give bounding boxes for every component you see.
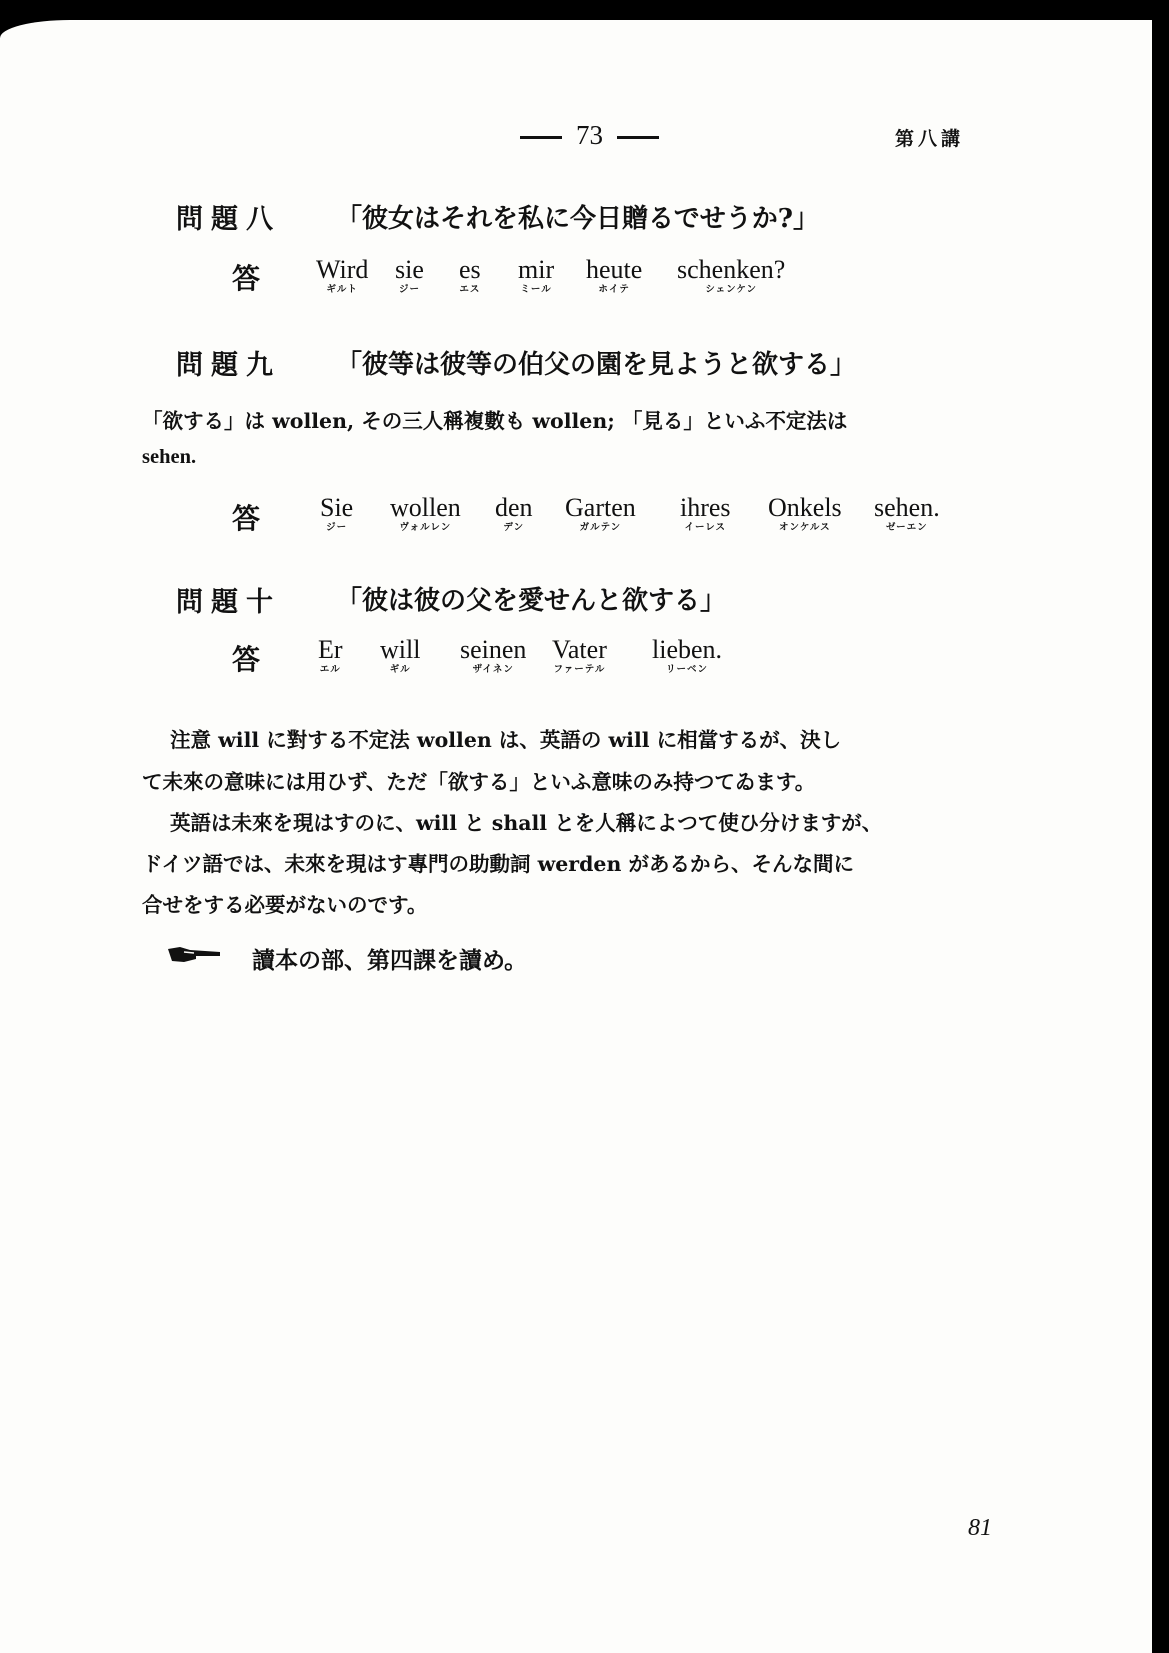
- problem-9-answer-label: 答: [232, 502, 261, 535]
- problem-8-label: 問題八: [176, 204, 281, 235]
- answer-word: Wird ギルト: [316, 255, 369, 295]
- answer-word: Er エル: [318, 635, 343, 675]
- answer-word: mir ミール: [518, 255, 555, 295]
- answer-word: Sie ジー: [320, 493, 354, 533]
- answer-word: will ギル: [380, 635, 421, 675]
- answer-word: schenken? シェンケン: [677, 255, 786, 295]
- note-paragraph-2-line: ドイツ語では、未來を現はす專門の助動詞 werden があるから、そんな間に: [142, 852, 855, 876]
- answer-word: seinen ザイネン: [460, 635, 527, 675]
- answer-word: sie ジー: [395, 255, 424, 295]
- answer-word: lieben. リーベン: [652, 635, 723, 675]
- problem-9-note-line: sehen.: [142, 446, 197, 468]
- answer-word: Garten ガルテン: [565, 493, 636, 533]
- problem-9-note-line: 「欲する」は wollen, その三人稱複數も wollen; 「見る」といふ不定法は: [142, 409, 848, 433]
- answer-word: sehen. ゼーエン: [874, 493, 940, 533]
- problem-8-question: 「彼女はそれを私に今日贈るでせうか?」: [336, 204, 819, 234]
- page-number: 73: [506, 120, 673, 151]
- answer-word: Onkels オンケルス: [768, 493, 842, 533]
- problem-8-answer-label: 答: [232, 262, 261, 295]
- answer-word: ihres イーレス: [680, 493, 731, 533]
- note-paragraph-2-line: 合せをする必要がないのです。: [142, 893, 428, 917]
- answer-word: es エス: [459, 255, 481, 295]
- problem-10-question: 「彼は彼の父を愛せんと欲する」: [336, 586, 727, 616]
- answer-word: heute ホイテ: [586, 255, 643, 295]
- problem-9-label: 問題九: [176, 350, 281, 381]
- answer-word: wollen ヴォルレン: [390, 493, 461, 533]
- problem-10-label: 問題十: [176, 587, 281, 618]
- problem-9-question: 「彼等は彼等の伯父の園を見ようと欲する」: [336, 350, 857, 380]
- answer-word: den デン: [495, 493, 533, 533]
- note-paragraph-1-line: て未來の意味には用ひず、ただ「欲する」といふ意味のみ持つてゐます。: [142, 770, 816, 794]
- note-paragraph-2-line: 英語は未來を現はすのに、will と shall とを人稱によつて使ひ分けますが、: [170, 811, 883, 835]
- note-paragraph-1-line: 注意 will に對する不定法 wollen は、英語の will に相當するが、決し: [170, 728, 842, 752]
- book-page: [0, 20, 1152, 1653]
- footer-page-number: 81: [968, 1515, 992, 1541]
- pointing-hand-icon: [166, 943, 222, 965]
- answer-word: Vater ファーテル: [552, 635, 607, 675]
- problem-10-answer-label: 答: [232, 643, 261, 676]
- reading-instruction: 讀本の部、第四課を讀め。: [252, 947, 528, 974]
- lecture-label: 第八講: [895, 128, 965, 150]
